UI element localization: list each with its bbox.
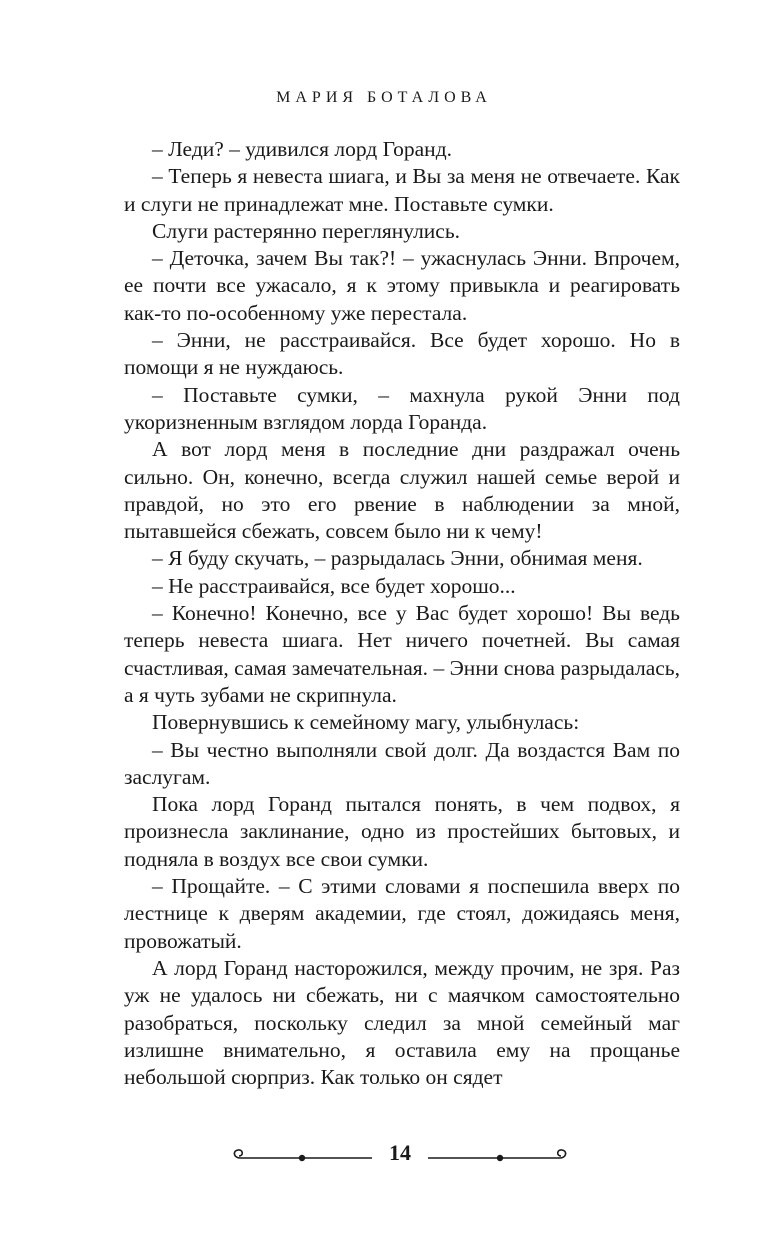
paragraph: – Леди? – удивился лорд Горанд.	[152, 137, 453, 161]
paragraph: Пока лорд Горанд пытался понять, в чем подвох, я произнесла заклинание, одно из простейших бытовых, и подняла в воздух все свои сумки.	[124, 792, 680, 871]
paragraph: – Энни, не расстраивайся. Все будет хорошо. Но в помощи я не нуждаюсь.	[124, 328, 680, 380]
page-footer-ornament	[226, 1134, 574, 1174]
running-header-author: МАРИЯ БОТАЛОВА	[276, 89, 492, 106]
paragraph: А лорд Горанд насторожился, между прочим, не зря. Раз уж не удалось ни сбежать, ни с маячком самостоятельно разобраться, поскольку следил за мной семейный маг излишне внимательно, я оставила ему на прощанье небольшой сюрприз. Как только он сядет	[124, 955, 680, 1090]
paragraph: – Конечно! Конечно, все у Вас будет хорошо! Вы ведь теперь невеста шиага. Нет ничего почетней. Вы самая счастливая, самая замечательная. – Энни снова разрыдалась, а я чуть зубами не скрипнула.	[124, 601, 680, 707]
paragraph: – Поставьте сумки, – махнула рукой Энни под укоризненным взглядом лорда Горанда.	[124, 382, 680, 434]
paragraph: Повернувшись к семейному магу, улыбнулась:	[152, 710, 580, 735]
body-text	[124, 136, 680, 1091]
paragraph: – Не расстраивайся, все будет хорошо...	[152, 573, 516, 598]
paragraph: – Прощайте. – С этими словами я поспешила вверх по лестнице к дверям академии, где стоял, дожидаясь меня, провожатый.	[124, 874, 680, 953]
paragraph: – Деточка, зачем Вы так?! – ужаснулась Энни. Впрочем, ее почти все ужасало, я к этому привыкла и реагировать как-то по-особенному уже перестала.	[124, 246, 680, 325]
paragraph: – Вы честно выполняли свой долг. Да воздастся Вам по заслугам.	[124, 737, 680, 789]
paragraph: – Теперь я невеста шиага, и Вы за меня не отвечаете. Как и слуги не принадлежат мне. Поставьте сумки.	[124, 164, 680, 216]
paragraph: Слуги растерянно переглянулись.	[152, 218, 461, 243]
page-number: 14	[389, 1140, 411, 1165]
paragraph: А вот лорд меня в последние дни раздражал очень сильно. Он, конечно, всегда служил нашей семье верой и правдой, но это его рвение в наблюдении за мной, пытавшейся сбежать, совсем было ни к чему!	[124, 437, 680, 544]
paragraph: – Я буду скучать, – разрыдалась Энни, обнимая меня.	[152, 546, 643, 571]
